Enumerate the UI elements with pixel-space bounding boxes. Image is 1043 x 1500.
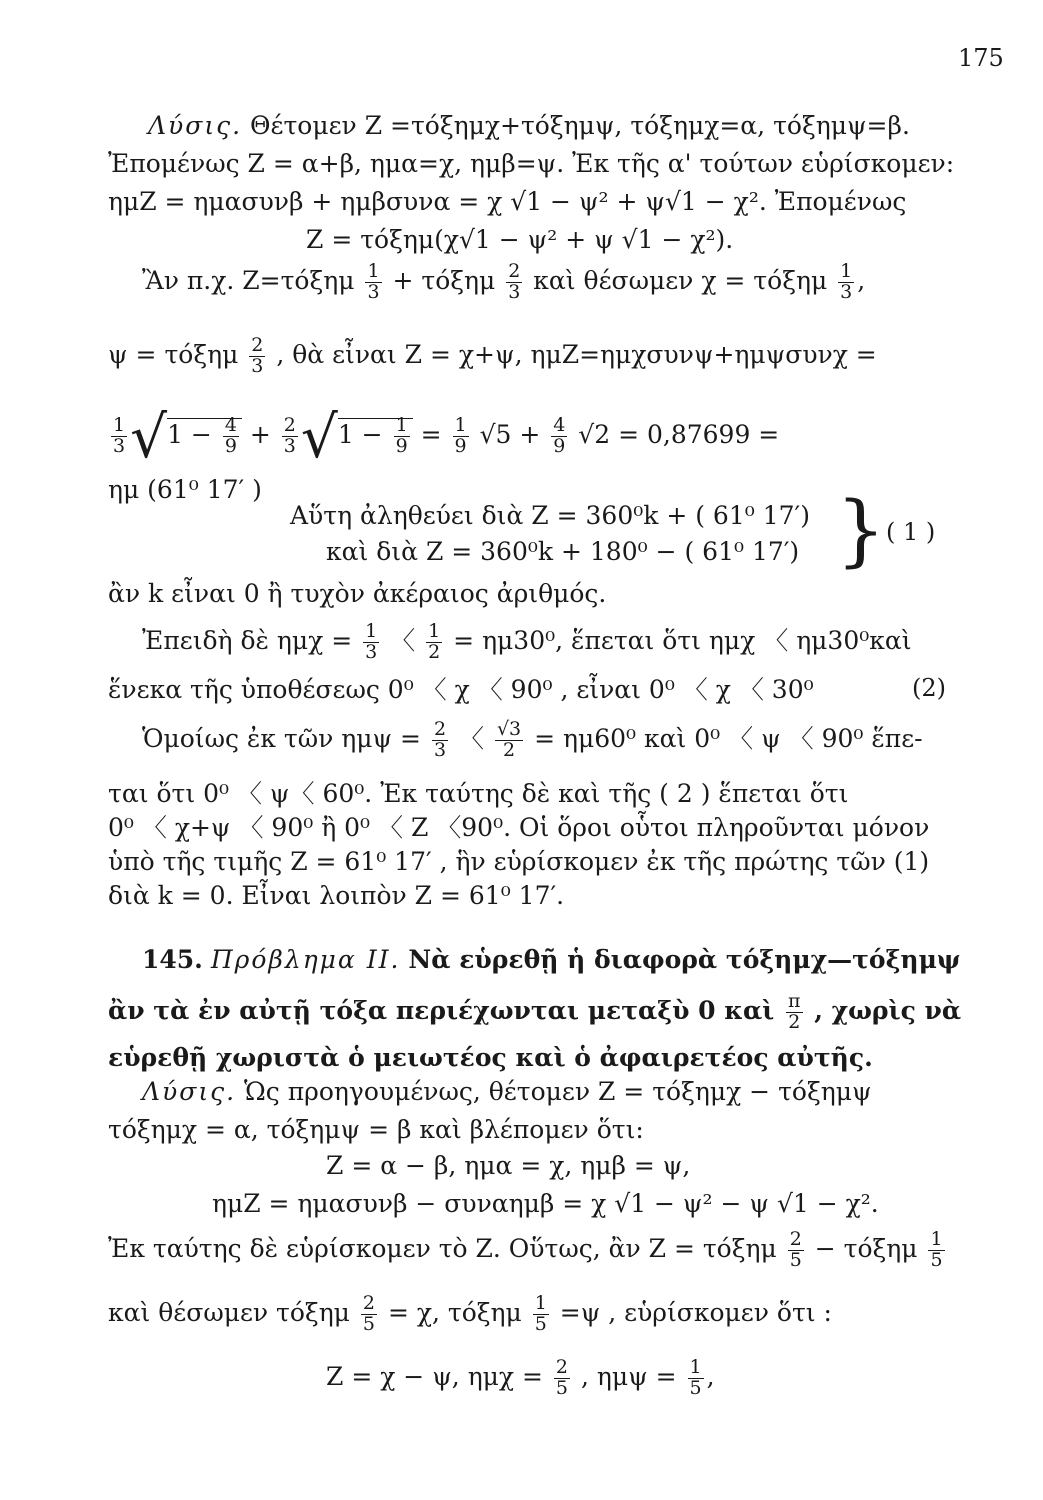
line-5-part-a: Ἂν π.χ. Ζ=τόξημ xyxy=(142,265,355,295)
line-20-part-a: ἂν τὰ ἐν αὐτῇ τόξα περιέχωνται μεταξὺ 0 καὶ xyxy=(108,995,775,1025)
fraction-1-5-b: $\frac{1}{5}$ xyxy=(534,1292,547,1335)
fraction-pi-2: $\frac{\pi}{2}$ xyxy=(788,990,801,1033)
problem-label: Πρόβλημα ΙΙ. xyxy=(210,945,401,974)
line-9: Αὕτη ἀληθεύει διὰ Ζ = 360⁰k + ( 61⁰ 17′) xyxy=(290,501,810,530)
line-12-equals: = xyxy=(453,625,475,655)
fraction-2-5: $\frac{2}{5}$ xyxy=(789,1228,802,1271)
radicand-1: 1 − $\frac{4}{9}$ xyxy=(167,418,242,449)
line-20-part-b: , χωρὶς νὰ xyxy=(814,995,962,1025)
solution-label-2: Λύσις. xyxy=(142,1077,237,1106)
line-7: $\frac{1}{3}$ √1 − $\frac{4}{9}$ + $\frac{2}{3}$ √1 − $\frac{1}{9}$ = $\frac{1}{9}$ √5 + $\frac{4}{9}$ √2 = 0,87699 = xyxy=(113,403,780,471)
line-22 xyxy=(142,1076,872,1107)
line-27-part-c: =ψ , εὑρίσκομεν ὅτι : xyxy=(559,1297,832,1327)
problem-number: 145. xyxy=(142,945,203,974)
big-radical-sign: √ xyxy=(130,403,168,471)
line-14-part-b: = ημ60⁰ καὶ 0⁰ 〈 ψ 〈 90⁰ ἕπε- xyxy=(534,723,923,753)
fraction-2-5-b: $\frac{2}{5}$ xyxy=(362,1292,375,1335)
line-5: Ἂν π.χ. Ζ=τόξημ $\frac{1}{3}$ + τόξημ $\frac{2}{3}$ καὶ θέσωμεν χ = τόξημ $\frac{1}{3}$ , xyxy=(142,260,866,303)
problem-statement-1: Νὰ εὑρεθῇ ἡ διαφορὰ τόξημχ—τόξημψ xyxy=(408,945,961,974)
line-19 xyxy=(142,944,960,975)
fraction-1-3-d: $\frac{1}{3}$ xyxy=(113,414,126,457)
fraction-1-9: $\frac{1}{9}$ xyxy=(395,414,408,457)
line-10: καὶ διὰ Ζ = 360⁰k + 180⁰ − ( 61⁰ 17′) xyxy=(326,537,800,566)
line-6-part-b: , θὰ εἶναι Ζ = χ+ψ, ημΖ=ημχσυνψ+ημψσυνχ = xyxy=(276,339,877,369)
line-12-part-c: ημ30⁰, ἕπεται ὅτι ημχ 〈 ημ30⁰καὶ xyxy=(482,625,912,655)
line-22-text: Ὡς προηγουμένως, θέτομεν Ζ = τόξημχ − τόξημψ xyxy=(244,1077,872,1106)
line-1-text: Θέτομεν Ζ =τόξημχ+τόξημψ, τόξημχ=α, τόξημψ=β. xyxy=(250,111,910,140)
equation-ref-2: (2) xyxy=(912,674,946,702)
big-radical-sign-2: √ xyxy=(300,403,338,471)
line-5-part-b: + τόξημ xyxy=(392,265,496,295)
fraction-1-5: $\frac{1}{5}$ xyxy=(930,1228,943,1271)
line-25: ημΖ = ημασυνβ − συναημβ = χ √1 − ψ² − ψ √1 − χ². xyxy=(212,1189,879,1218)
line-8: ημ (61⁰ 17′ ) xyxy=(108,475,262,504)
fraction-2-3-e: $\frac{2}{3}$ xyxy=(283,414,296,457)
line-26-part-a: Ἐκ ταύτης δὲ εὑρίσκομεν τὸ Ζ. Οὕτως, ἂν Ζ = τόξημ xyxy=(108,1233,777,1263)
line-28: Ζ = χ − ψ, ημχ = $\frac{2}{5}$ , ημψ = $\frac{1}{5}$ , xyxy=(326,1356,715,1399)
fraction-root3-2: $\frac{√3}{2}$ xyxy=(496,718,522,761)
line-27-part-b: = χ, τόξημ xyxy=(387,1297,522,1327)
radicand-2: 1 − $\frac{1}{9}$ xyxy=(338,418,413,449)
fraction-1-2: $\frac{1}{2}$ xyxy=(428,620,441,663)
page-number: 175 xyxy=(958,44,1004,72)
line-18: διὰ k = 0. Εἶναι λοιπὸν Ζ = 61⁰ 17′. xyxy=(108,881,565,910)
fraction-1-3-b: $\frac{1}{3}$ xyxy=(840,260,853,303)
line-24: Ζ = α − β, ημα = χ, ημβ = ψ, xyxy=(326,1151,691,1180)
fraction-2-3-g: $\frac{2}{3}$ xyxy=(433,718,447,761)
line-28-part-a: Ζ = χ − ψ, ημχ = xyxy=(326,1361,543,1391)
line-11: ἂν k εἶναι 0 ἢ τυχὸν ἀκέραιος ἀριθμός. xyxy=(108,579,607,608)
fraction-1-3-f: $\frac{1}{3}$ xyxy=(365,620,378,663)
line-6-part-a: ψ = τόξημ xyxy=(108,339,239,369)
line-26 xyxy=(108,1230,948,1271)
fraction-1-5-c: $\frac{1}{5}$ xyxy=(689,1356,702,1399)
line-6 xyxy=(108,336,877,377)
line-13: ἕνεκα τῆς ὑποθέσεως 0⁰ 〈 χ 〈 90⁰ , εἶναι 0⁰ 〈 χ 〈 30⁰ xyxy=(108,675,814,704)
line-12-part-a: Ἐπειδὴ δὲ ημχ = xyxy=(142,625,353,655)
line-26-part-b: − τόξημ xyxy=(814,1233,918,1263)
fraction-4-9-b: $\frac{4}{9}$ xyxy=(553,414,566,457)
fraction-1-9-b: $\frac{1}{9}$ xyxy=(454,414,467,457)
line-20 xyxy=(108,992,961,1033)
line-1 xyxy=(148,110,910,141)
line-7-root5: √5 + xyxy=(479,420,541,449)
line-14-part-a: Ὁμοίως ἐκ τῶν ημψ = xyxy=(142,723,421,753)
line-12: Ἐπειδὴ δὲ ημχ = $\frac{1}{3}$ 〈 $\frac{1}{2}$ = ημ30⁰, ἕπεται ὅτι ημχ 〈 ημ30⁰καὶ xyxy=(142,620,912,663)
line-14: Ὁμοίως ἐκ τῶν ημψ = $\frac{2}{3}$ 〈 $\frac{√3}{2}$ = ημ60⁰ καὶ 0⁰ 〈 ψ 〈 90⁰ ἕπε- xyxy=(142,718,923,761)
line-3: ημΖ = ημασυνβ + ημβσυνα = χ √1 − ψ² + ψ√1 − χ². Ἐπομένως xyxy=(108,187,907,216)
line-28-part-b: , ημψ = xyxy=(580,1361,677,1391)
fraction-1-3: $\frac{1}{3}$ xyxy=(367,260,380,303)
line-7-result: √2 = 0,87699 = xyxy=(578,420,780,449)
equation-ref-1: ( 1 ) xyxy=(886,518,936,546)
line-27 xyxy=(108,1294,832,1335)
fraction-2-5-c: $\frac{2}{5}$ xyxy=(555,1356,569,1399)
line-16: 0⁰ 〈 χ+ψ 〈 90⁰ ἢ 0⁰ 〈 Ζ 〈90⁰. Οἱ ὅροι οὗτοι πληροῦνται μόνον xyxy=(108,813,930,842)
right-brace: } xyxy=(836,486,886,576)
line-15: ται ὅτι 0⁰ 〈 ψ〈 60⁰. Ἐκ ταύτης δὲ καὶ τῆς ( 2 ) ἕπεται ὅτι xyxy=(108,779,849,808)
fraction-2-3: $\frac{2}{3}$ xyxy=(508,260,521,303)
fraction-4-9: $\frac{4}{9}$ xyxy=(224,414,237,457)
fraction-2-3-c: $\frac{2}{3}$ xyxy=(251,334,264,377)
line-5-part-c: καὶ θέσωμεν χ = τόξημ xyxy=(533,265,828,295)
solution-label: Λύσις. xyxy=(148,111,243,140)
line-21: εὑρεθῇ χωριστὰ ὁ μειωτέος καὶ ὁ ἀφαιρετέος αὐτῆς. xyxy=(108,1043,873,1072)
line-7-equals: = xyxy=(420,420,450,449)
line-2: Ἐπομένως Ζ = α+β, ημα=χ, ημβ=ψ. Ἐκ τῆς α' τούτων εὑρίσκομεν: xyxy=(108,149,955,178)
line-4: Ζ = τόξημ(χ√1 − ψ² + ψ √1 − χ²). xyxy=(306,225,734,254)
line-23: τόξημχ = α, τόξημψ = β καὶ βλέπομεν ὅτι: xyxy=(108,1115,644,1144)
line-17: ὑπὸ τῆς τιμῆς Ζ = 61⁰ 17′ , ἣν εὑρίσκομεν ἐκ τῆς πρώτης τῶν (1) xyxy=(108,847,930,876)
line-27-part-a: καὶ θέσωμεν τόξημ xyxy=(108,1297,350,1327)
